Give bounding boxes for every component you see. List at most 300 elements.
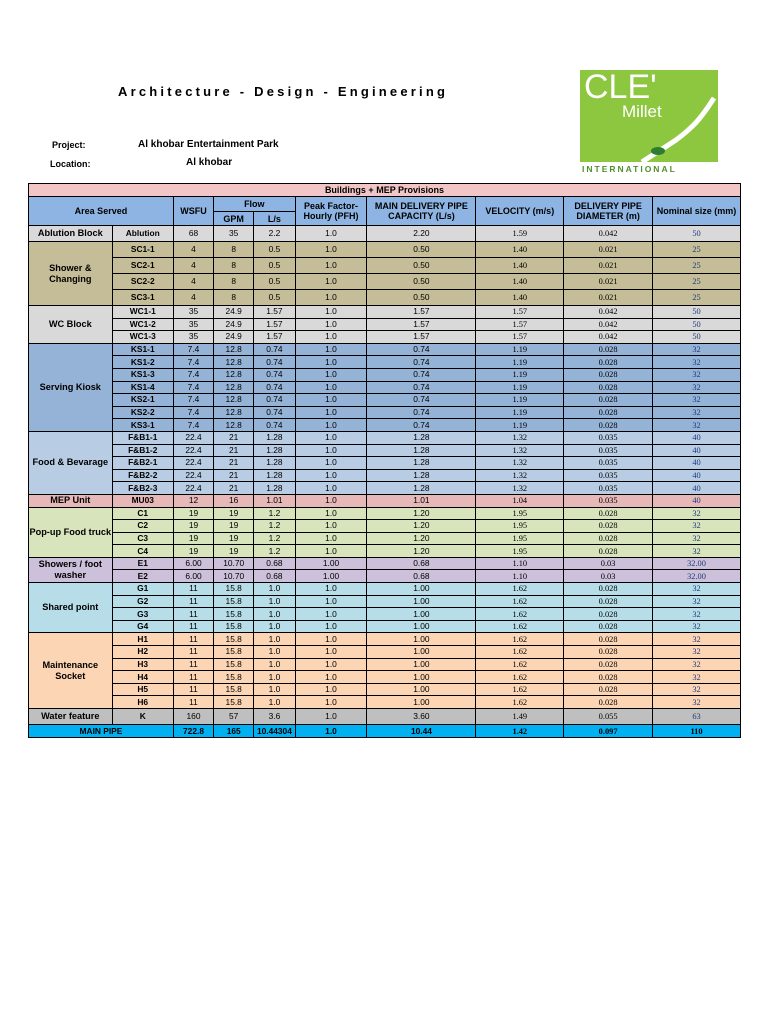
unit-id-cell: H1 xyxy=(112,633,173,646)
peak-factor-cell: 1.0 xyxy=(295,343,367,356)
pipe-diameter-cell: 0.03 xyxy=(564,557,653,570)
main-pipe-delivery-capacity-cell: 10.44 xyxy=(367,725,476,738)
unit-id-cell: K xyxy=(112,709,173,725)
wsfu-cell: 22.4 xyxy=(173,457,213,470)
wsfu-cell: 35 xyxy=(173,306,213,319)
delivery-capacity-cell: 1.57 xyxy=(367,331,476,344)
header-row-1 xyxy=(29,197,741,212)
pipe-diameter-cell: 0.028 xyxy=(564,507,653,520)
wsfu-cell: 11 xyxy=(173,683,213,696)
wsfu-cell: 7.4 xyxy=(173,394,213,407)
table-row xyxy=(29,419,741,432)
gpm-cell: 21 xyxy=(214,482,254,495)
velocity-cell: 1.40 xyxy=(476,258,564,274)
nominal-size-cell: 25 xyxy=(653,290,741,306)
delivery-capacity-cell: 0.50 xyxy=(367,242,476,258)
table-row xyxy=(29,226,741,242)
wsfu-cell: 22.4 xyxy=(173,431,213,444)
unit-id-cell: F&B1-1 xyxy=(112,431,173,444)
wsfu-cell: 11 xyxy=(173,620,213,633)
pipe-diameter-cell: 0.035 xyxy=(564,444,653,457)
pipe-diameter-cell: 0.028 xyxy=(564,696,653,709)
velocity-cell: 1.19 xyxy=(476,394,564,407)
velocity-cell: 1.57 xyxy=(476,331,564,344)
unit-id-cell: E2 xyxy=(112,570,173,583)
gpm-cell: 15.8 xyxy=(214,671,254,684)
table-row xyxy=(29,457,741,470)
table-row xyxy=(29,620,741,633)
unit-id-cell: E1 xyxy=(112,557,173,570)
table-row xyxy=(29,658,741,671)
velocity-cell: 1.19 xyxy=(476,406,564,419)
pipe-diameter-cell: 0.028 xyxy=(564,683,653,696)
velocity-cell: 1.40 xyxy=(476,274,564,290)
wsfu-cell: 12 xyxy=(173,494,213,507)
delivery-capacity-cell: 1.28 xyxy=(367,431,476,444)
table-row xyxy=(29,343,741,356)
delivery-capacity-cell: 1.01 xyxy=(367,494,476,507)
velocity-cell: 1.32 xyxy=(476,457,564,470)
header-velocity: VELOCITY (m/s) xyxy=(476,197,564,226)
header-area-served: Area Served xyxy=(29,197,174,226)
area-group-label: MEP Unit xyxy=(29,494,113,507)
delivery-capacity-cell: 0.74 xyxy=(367,381,476,394)
delivery-capacity-cell: 0.68 xyxy=(367,570,476,583)
gpm-cell: 10.70 xyxy=(214,570,254,583)
gpm-cell: 19 xyxy=(214,507,254,520)
gpm-cell: 21 xyxy=(214,444,254,457)
table-row xyxy=(29,532,741,545)
ls-cell: 1.0 xyxy=(254,671,295,684)
wsfu-cell: 7.4 xyxy=(173,343,213,356)
unit-id-cell: KS1-3 xyxy=(112,368,173,381)
nominal-size-cell: 32 xyxy=(653,620,741,633)
nominal-size-cell: 32 xyxy=(653,356,741,369)
unit-id-cell: F&B2-1 xyxy=(112,457,173,470)
ls-cell: 0.74 xyxy=(254,343,295,356)
delivery-capacity-cell: 1.20 xyxy=(367,507,476,520)
area-group-label: Water feature xyxy=(29,709,113,725)
main-pipe-wsfu-cell: 722.8 xyxy=(173,725,213,738)
gpm-cell: 12.8 xyxy=(214,381,254,394)
velocity-cell: 1.62 xyxy=(476,646,564,659)
wsfu-cell: 22.4 xyxy=(173,444,213,457)
delivery-capacity-cell: 1.57 xyxy=(367,306,476,319)
nominal-size-cell: 32 xyxy=(653,343,741,356)
ls-cell: 1.28 xyxy=(254,457,295,470)
wsfu-cell: 19 xyxy=(173,532,213,545)
table-row xyxy=(29,406,741,419)
nominal-size-cell: 40 xyxy=(653,482,741,495)
unit-id-cell: H3 xyxy=(112,658,173,671)
peak-factor-cell: 1.0 xyxy=(295,469,367,482)
velocity-cell: 1.62 xyxy=(476,696,564,709)
unit-id-cell: H2 xyxy=(112,646,173,659)
company-logo xyxy=(580,70,718,174)
gpm-cell: 12.8 xyxy=(214,368,254,381)
main-pipe-row xyxy=(29,725,741,738)
peak-factor-cell: 1.0 xyxy=(295,226,367,242)
pipe-diameter-cell: 0.035 xyxy=(564,469,653,482)
velocity-cell: 1.40 xyxy=(476,290,564,306)
gpm-cell: 8 xyxy=(214,258,254,274)
main-pipe-nominal-size-cell: 110 xyxy=(653,725,741,738)
ls-cell: 1.0 xyxy=(254,696,295,709)
unit-id-cell: SC2-2 xyxy=(112,274,173,290)
gpm-cell: 24.9 xyxy=(214,318,254,331)
peak-factor-cell: 1.0 xyxy=(295,258,367,274)
table-row xyxy=(29,520,741,533)
unit-id-cell: C3 xyxy=(112,532,173,545)
gpm-cell: 19 xyxy=(214,532,254,545)
pipe-diameter-cell: 0.028 xyxy=(564,520,653,533)
area-group-label: Maintenance Socket xyxy=(29,633,113,709)
peak-factor-cell: 1.0 xyxy=(295,608,367,621)
peak-factor-cell: 1.0 xyxy=(295,507,367,520)
table-row xyxy=(29,290,741,306)
velocity-cell: 1.10 xyxy=(476,557,564,570)
pipe-diameter-cell: 0.042 xyxy=(564,318,653,331)
gpm-cell: 19 xyxy=(214,520,254,533)
pipe-diameter-cell: 0.03 xyxy=(564,570,653,583)
velocity-cell: 1.19 xyxy=(476,356,564,369)
velocity-cell: 1.62 xyxy=(476,683,564,696)
unit-id-cell: F&B2-2 xyxy=(112,469,173,482)
ls-cell: 1.0 xyxy=(254,683,295,696)
peak-factor-cell: 1.0 xyxy=(295,583,367,596)
ls-cell: 1.0 xyxy=(254,620,295,633)
ls-cell: 0.5 xyxy=(254,274,295,290)
gpm-cell: 12.8 xyxy=(214,343,254,356)
delivery-capacity-cell: 1.00 xyxy=(367,620,476,633)
ls-cell: 1.28 xyxy=(254,469,295,482)
ls-cell: 1.2 xyxy=(254,520,295,533)
unit-id-cell: C4 xyxy=(112,545,173,558)
main-pipe-velocity-cell: 1.42 xyxy=(476,725,564,738)
area-group-label: WC Block xyxy=(29,306,113,344)
delivery-capacity-cell: 1.00 xyxy=(367,658,476,671)
wsfu-cell: 160 xyxy=(173,709,213,725)
ls-cell: 0.5 xyxy=(254,258,295,274)
peak-factor-cell: 1.0 xyxy=(295,306,367,319)
ls-cell: 1.0 xyxy=(254,658,295,671)
table-row xyxy=(29,646,741,659)
nominal-size-cell: 40 xyxy=(653,444,741,457)
table-row xyxy=(29,368,741,381)
pipe-diameter-cell: 0.042 xyxy=(564,226,653,242)
velocity-cell: 1.95 xyxy=(476,545,564,558)
wsfu-cell: 7.4 xyxy=(173,419,213,432)
wsfu-cell: 19 xyxy=(173,520,213,533)
velocity-cell: 1.10 xyxy=(476,570,564,583)
main-pipe-label: MAIN PIPE xyxy=(29,725,174,738)
pipe-diameter-cell: 0.042 xyxy=(564,306,653,319)
peak-factor-cell: 1.0 xyxy=(295,356,367,369)
unit-id-cell: SC3-1 xyxy=(112,290,173,306)
delivery-capacity-cell: 1.57 xyxy=(367,318,476,331)
nominal-size-cell: 63 xyxy=(653,709,741,725)
nominal-size-cell: 40 xyxy=(653,457,741,470)
ls-cell: 1.2 xyxy=(254,507,295,520)
gpm-cell: 21 xyxy=(214,469,254,482)
nominal-size-cell: 25 xyxy=(653,242,741,258)
nominal-size-cell: 40 xyxy=(653,431,741,444)
pipe-diameter-cell: 0.035 xyxy=(564,482,653,495)
delivery-capacity-cell: 0.74 xyxy=(367,419,476,432)
table-row xyxy=(29,671,741,684)
nominal-size-cell: 32 xyxy=(653,532,741,545)
unit-id-cell: KS1-4 xyxy=(112,381,173,394)
nominal-size-cell: 50 xyxy=(653,331,741,344)
velocity-cell: 1.95 xyxy=(476,532,564,545)
wsfu-cell: 19 xyxy=(173,507,213,520)
logo-tagline: INTERNATIONAL xyxy=(582,164,677,174)
nominal-size-cell: 32 xyxy=(653,520,741,533)
ls-cell: 1.0 xyxy=(254,646,295,659)
pipe-diameter-cell: 0.028 xyxy=(564,633,653,646)
nominal-size-cell: 32 xyxy=(653,683,741,696)
ls-cell: 0.68 xyxy=(254,570,295,583)
velocity-cell: 1.49 xyxy=(476,709,564,725)
velocity-cell: 1.62 xyxy=(476,583,564,596)
pipe-diameter-cell: 0.028 xyxy=(564,406,653,419)
delivery-capacity-cell: 0.50 xyxy=(367,290,476,306)
unit-id-cell: KS1-2 xyxy=(112,356,173,369)
peak-factor-cell: 1.0 xyxy=(295,419,367,432)
table-row xyxy=(29,381,741,394)
nominal-size-cell: 32.00 xyxy=(653,570,741,583)
nominal-size-cell: 50 xyxy=(653,226,741,242)
unit-id-cell: SC2-1 xyxy=(112,258,173,274)
peak-factor-cell: 1.0 xyxy=(295,444,367,457)
gpm-cell: 15.8 xyxy=(214,583,254,596)
pipe-diameter-cell: 0.028 xyxy=(564,608,653,621)
table-row xyxy=(29,394,741,407)
delivery-capacity-cell: 1.00 xyxy=(367,671,476,684)
pipe-diameter-cell: 0.028 xyxy=(564,646,653,659)
pipe-diameter-cell: 0.028 xyxy=(564,620,653,633)
delivery-capacity-cell: 1.28 xyxy=(367,482,476,495)
main-pipe-peak-factor-cell: 1.0 xyxy=(295,725,367,738)
table-row xyxy=(29,683,741,696)
nominal-size-cell: 32 xyxy=(653,545,741,558)
gpm-cell: 24.9 xyxy=(214,331,254,344)
header-flow: Flow xyxy=(214,197,295,212)
peak-factor-cell: 1.0 xyxy=(295,274,367,290)
delivery-capacity-cell: 0.68 xyxy=(367,557,476,570)
table-row xyxy=(29,306,741,319)
velocity-cell: 1.19 xyxy=(476,419,564,432)
wsfu-cell: 7.4 xyxy=(173,406,213,419)
peak-factor-cell: 1.00 xyxy=(295,570,367,583)
peak-factor-cell: 1.0 xyxy=(295,494,367,507)
ls-cell: 1.57 xyxy=(254,318,295,331)
velocity-cell: 1.19 xyxy=(476,343,564,356)
nominal-size-cell: 32 xyxy=(653,507,741,520)
logo-sub-text: Millet xyxy=(622,102,662,121)
table-row xyxy=(29,242,741,258)
ls-cell: 0.74 xyxy=(254,368,295,381)
wsfu-cell: 11 xyxy=(173,671,213,684)
velocity-cell: 1.62 xyxy=(476,658,564,671)
unit-id-cell: H6 xyxy=(112,696,173,709)
unit-id-cell: SC1-1 xyxy=(112,242,173,258)
delivery-capacity-cell: 1.00 xyxy=(367,646,476,659)
peak-factor-cell: 1.0 xyxy=(295,457,367,470)
header-pipe-diameter: DELIVERY PIPE DIAMETER (m) xyxy=(564,197,653,226)
ls-cell: 0.74 xyxy=(254,406,295,419)
gpm-cell: 15.8 xyxy=(214,646,254,659)
unit-id-cell: G2 xyxy=(112,595,173,608)
unit-id-cell: Ablution xyxy=(112,226,173,242)
nominal-size-cell: 32 xyxy=(653,394,741,407)
table-row xyxy=(29,570,741,583)
pipe-diameter-cell: 0.028 xyxy=(564,532,653,545)
pipe-diameter-cell: 0.028 xyxy=(564,343,653,356)
ls-cell: 0.68 xyxy=(254,557,295,570)
gpm-cell: 15.8 xyxy=(214,696,254,709)
gpm-cell: 15.8 xyxy=(214,658,254,671)
gpm-cell: 24.9 xyxy=(214,306,254,319)
delivery-capacity-cell: 1.00 xyxy=(367,683,476,696)
peak-factor-cell: 1.0 xyxy=(295,368,367,381)
gpm-cell: 21 xyxy=(214,431,254,444)
velocity-cell: 1.62 xyxy=(476,671,564,684)
ls-cell: 1.2 xyxy=(254,532,295,545)
wsfu-cell: 7.4 xyxy=(173,381,213,394)
velocity-cell: 1.59 xyxy=(476,226,564,242)
delivery-capacity-cell: 1.28 xyxy=(367,444,476,457)
unit-id-cell: KS1-1 xyxy=(112,343,173,356)
wsfu-cell: 11 xyxy=(173,595,213,608)
table-row xyxy=(29,507,741,520)
header-nominal-size: Nominal size (mm) xyxy=(653,197,741,226)
pipe-diameter-cell: 0.021 xyxy=(564,274,653,290)
ls-cell: 1.0 xyxy=(254,633,295,646)
header-delivery-capacity: MAIN DELIVERY PIPE CAPACITY (L/s) xyxy=(367,197,476,226)
delivery-capacity-cell: 1.00 xyxy=(367,595,476,608)
peak-factor-cell: 1.0 xyxy=(295,709,367,725)
area-group-label: Pop-up Food truck xyxy=(29,507,113,557)
unit-id-cell: G3 xyxy=(112,608,173,621)
table-row xyxy=(29,709,741,725)
wsfu-cell: 6.00 xyxy=(173,557,213,570)
nominal-size-cell: 32 xyxy=(653,658,741,671)
peak-factor-cell: 1.0 xyxy=(295,520,367,533)
velocity-cell: 1.62 xyxy=(476,595,564,608)
ls-cell: 1.0 xyxy=(254,595,295,608)
velocity-cell: 1.62 xyxy=(476,620,564,633)
table-row xyxy=(29,431,741,444)
pipe-diameter-cell: 0.055 xyxy=(564,709,653,725)
gpm-cell: 15.8 xyxy=(214,633,254,646)
peak-factor-cell: 1.0 xyxy=(295,671,367,684)
table-row xyxy=(29,444,741,457)
velocity-cell: 1.04 xyxy=(476,494,564,507)
gpm-cell: 15.8 xyxy=(214,608,254,621)
table-row xyxy=(29,356,741,369)
ls-cell: 1.28 xyxy=(254,431,295,444)
gpm-cell: 35 xyxy=(214,226,254,242)
unit-id-cell: WC1-1 xyxy=(112,306,173,319)
header-peak-factor: Peak Factor-Hourly (PFH) xyxy=(295,197,367,226)
nominal-size-cell: 32 xyxy=(653,583,741,596)
nominal-size-cell: 32 xyxy=(653,368,741,381)
peak-factor-cell: 1.0 xyxy=(295,290,367,306)
delivery-capacity-cell: 1.20 xyxy=(367,545,476,558)
velocity-cell: 1.62 xyxy=(476,633,564,646)
pipe-diameter-cell: 0.035 xyxy=(564,457,653,470)
ls-cell: 1.2 xyxy=(254,545,295,558)
table-row xyxy=(29,545,741,558)
peak-factor-cell: 1.00 xyxy=(295,557,367,570)
pipe-diameter-cell: 0.021 xyxy=(564,242,653,258)
unit-id-cell: F&B1-2 xyxy=(112,444,173,457)
gpm-cell: 12.8 xyxy=(214,394,254,407)
unit-id-cell: H4 xyxy=(112,671,173,684)
peak-factor-cell: 1.0 xyxy=(295,633,367,646)
table-row xyxy=(29,633,741,646)
pipe-diameter-cell: 0.028 xyxy=(564,394,653,407)
area-group-label: Ablution Block xyxy=(29,226,113,242)
gpm-cell: 8 xyxy=(214,290,254,306)
page-heading: Architecture - Design - Engineering xyxy=(118,84,449,99)
velocity-cell: 1.19 xyxy=(476,381,564,394)
nominal-size-cell: 40 xyxy=(653,469,741,482)
unit-id-cell: G1 xyxy=(112,583,173,596)
wsfu-cell: 35 xyxy=(173,331,213,344)
unit-id-cell: WC1-3 xyxy=(112,331,173,344)
nominal-size-cell: 32 xyxy=(653,696,741,709)
ls-cell: 0.5 xyxy=(254,242,295,258)
delivery-capacity-cell: 0.50 xyxy=(367,274,476,290)
delivery-capacity-cell: 1.20 xyxy=(367,532,476,545)
table-row xyxy=(29,258,741,274)
pipe-diameter-cell: 0.028 xyxy=(564,419,653,432)
gpm-cell: 12.8 xyxy=(214,356,254,369)
table-row xyxy=(29,557,741,570)
nominal-size-cell: 25 xyxy=(653,258,741,274)
header-ls: L/s xyxy=(254,212,295,226)
table-row xyxy=(29,274,741,290)
pipe-diameter-cell: 0.028 xyxy=(564,671,653,684)
nominal-size-cell: 32 xyxy=(653,633,741,646)
unit-id-cell: KS2-1 xyxy=(112,394,173,407)
velocity-cell: 1.32 xyxy=(476,482,564,495)
ls-cell: 0.74 xyxy=(254,394,295,407)
velocity-cell: 1.32 xyxy=(476,469,564,482)
velocity-cell: 1.95 xyxy=(476,507,564,520)
peak-factor-cell: 1.0 xyxy=(295,394,367,407)
nominal-size-cell: 50 xyxy=(653,306,741,319)
delivery-capacity-cell: 1.20 xyxy=(367,520,476,533)
delivery-capacity-cell: 1.28 xyxy=(367,457,476,470)
ls-cell: 3.6 xyxy=(254,709,295,725)
unit-id-cell: KS2-2 xyxy=(112,406,173,419)
pipe-diameter-cell: 0.028 xyxy=(564,545,653,558)
peak-factor-cell: 1.0 xyxy=(295,620,367,633)
table-row xyxy=(29,482,741,495)
delivery-capacity-cell: 0.74 xyxy=(367,406,476,419)
delivery-capacity-cell: 1.00 xyxy=(367,696,476,709)
gpm-cell: 15.8 xyxy=(214,595,254,608)
pipe-diameter-cell: 0.021 xyxy=(564,258,653,274)
table-row xyxy=(29,696,741,709)
unit-id-cell: C2 xyxy=(112,520,173,533)
nominal-size-cell: 32 xyxy=(653,671,741,684)
peak-factor-cell: 1.0 xyxy=(295,242,367,258)
wsfu-cell: 4 xyxy=(173,258,213,274)
